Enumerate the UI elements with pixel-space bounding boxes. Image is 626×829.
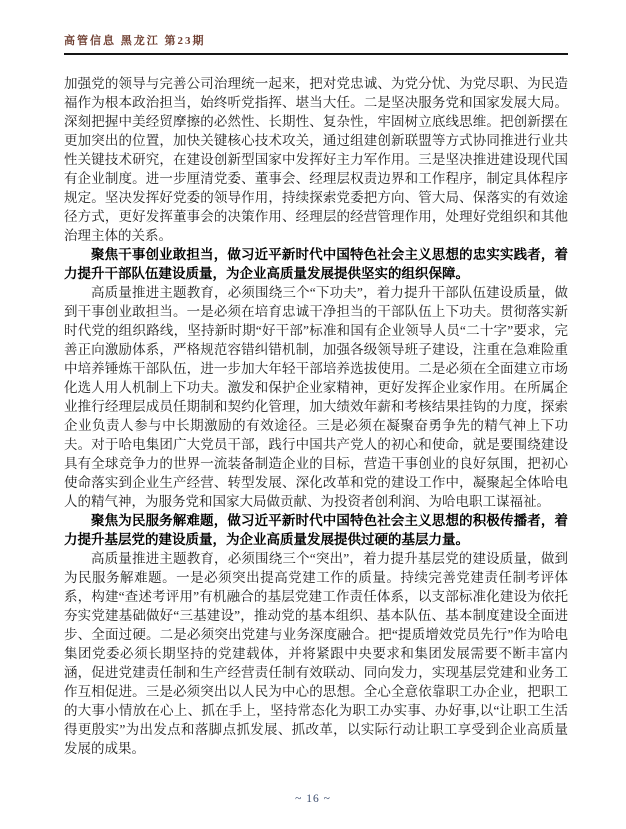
page-header	[64, 34, 568, 55]
header-rule	[64, 53, 568, 55]
body-paragraph-2: 高质量推进主题教育，必须围绕三个“下功夫”，着力提升干部队伍建设质量，做到干事创业敢担当。一是必须在培育忠诚干净担当的干部队伍上下功夫。贯彻落实新时代党的组织路线，坚持新时期“好干部”标准和国有企业领导人员“二十字”要求，完善正向激励体系，严格规范容错纠错机制，加强各级领导班子建设，注重在急难险重中培养锤炼干部队伍，进一步加大年轻干部培养选拔使用。二是必须在全面建立市场化选人用人机制上下功夫。激发和保护企业家精神，更好发挥企业家作用。在所属企业推行经理层成员任期制和契约化管理，加大绩效年薪和考核结果挂钩的力度，探索企业负责人参与中长期激励的有效途径。三是必须在凝聚奋勇争先的精气神上下功夫。对于哈电集团广大党员干部，践行中国共产党人的初心和使命，就是要围绕建设具有全球竞争力的世界一流装备制造企业的目标，营造干事创业的良好氛围，把初心使命落实到企业生产经营、转型发展、深化改革和党的建设工作中，凝聚起全体哈电人的精气神，为服务党和国家大局做贡献、为投资者创利润、为哈电职工谋福祉。	[64, 285, 568, 509]
page-number: ~ 16 ~	[295, 793, 331, 805]
document-body	[64, 74, 568, 758]
body-paragraph-3: 高质量推进主题教育，必须围绕三个“突出”，着力提升基层党的建设质量，做到为民服务解难题。一是必须突出提高党建工作的质量。持续完善党建责任制考评体系，构建“查述考评用”有机融合的基层党建工作责任体系，以支部标准化建设为依托夯实党建基础做好“三基建设”，推动党的基本组织、基本队伍、基本制度建设全面进步、全面过硬。二是必须突出党建与业务深度融合。把“提质增效党员先行”作为哈电集团党委必须长期坚持的党建载体，并将紧跟中央要求和集团发展需要不断丰富内涵，促进党建责任制和生产经营责任制有效联动、同向发力，实现基层党建和业务工作互相促进。三是必须突出以人民为中心的思想。全心全意依靠职工办企业，把职工的大事小情放在心上、抓在手上，坚持常态化为职工办实事、办好事,以“让职工生活得更殷实”为出发点和落脚点抓发展、抓改革，以实际行动让职工享受到企业高质量发展的成果。	[64, 551, 568, 756]
page-footer	[0, 793, 626, 805]
section-heading-2: 聚焦为民服务解难题，做习近平新时代中国特色社会主义思想的积极传播者，着力提升基层党的建设质量，为企业高质量发展提供过硬的基层力量。	[64, 513, 568, 547]
bulletin-masthead: 高管信息 黑龙江 第23期	[64, 35, 206, 47]
section-heading-1: 聚焦干事创业敢担当，做习近平新时代中国特色社会主义思想的忠实实践者，着力提升干部队伍建设质量，为企业高质量发展提供坚实的组织保障。	[64, 247, 568, 281]
body-paragraph-continuation: 加强党的领导与完善公司治理统一起来，把对党忠诚、为党分忧、为党尽职、为民造福作为根本政治担当，始终听党指挥、堪当大任。二是坚决服务党和国家发展大局。深刻把握中美经贸摩擦的必然性、长期性、复杂性，牢固树立底线思维。把创新摆在更加突出的位置，加快关键核心技术攻关，通过组建创新联盟等方式协同推进行业共性关键技术研究，在建设创新型国家中发挥好主力军作用。三是坚决推进建设现代国有企业制度。进一步厘清党委、董事会、经理层权责边界和工作程序，制定具体程序规定。坚决发挥好党委的领导作用，持续探索党委把方向、管大局、保落实的有效途径方式，更好发挥董事会的决策作用、经理层的经营管理作用，处理好党组织和其他治理主体的关系。	[64, 76, 568, 243]
